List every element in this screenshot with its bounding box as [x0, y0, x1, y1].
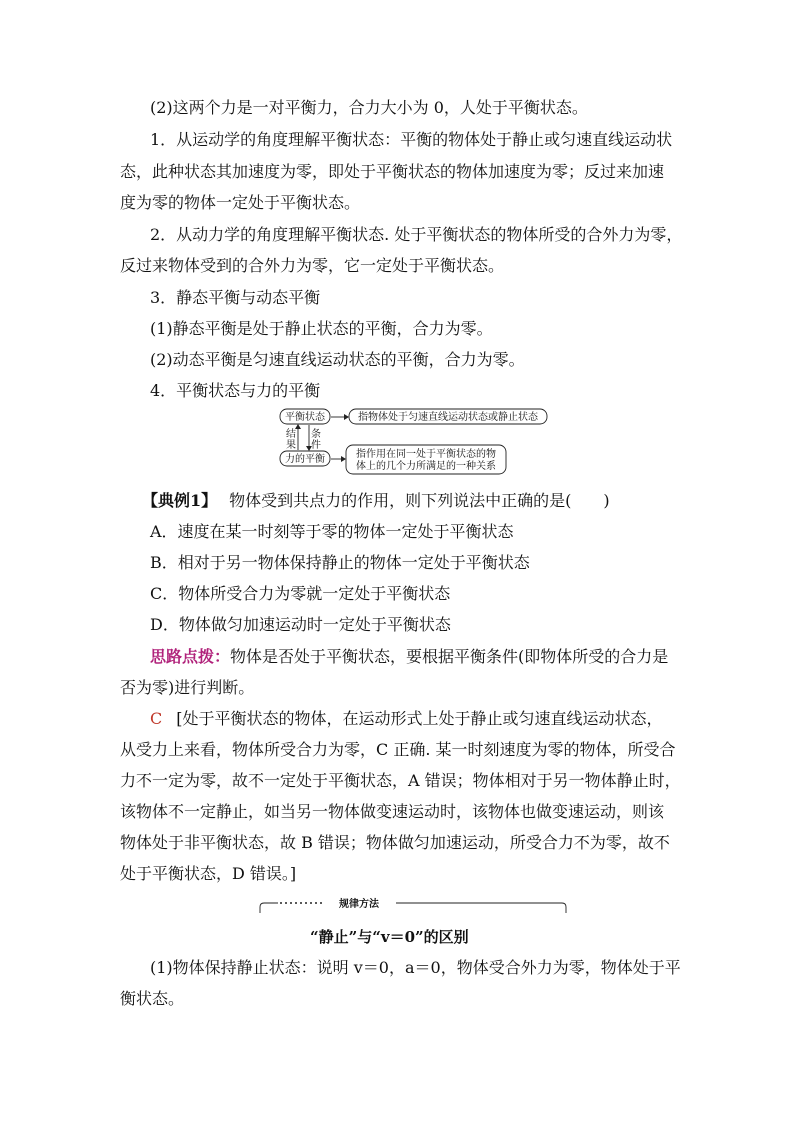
- explanation-5: 物体处于非平衡状态，故 B 错误；物体做匀加速运动，所受合力不为零，故不: [120, 833, 670, 852]
- hint-line-2: 否为零)进行判断。: [120, 678, 255, 697]
- balance-diagram: [278, 403, 568, 475]
- state-desc: 指物体处于匀速直线运动状态或静止状态: [358, 412, 538, 423]
- hint-line: [150, 647, 668, 667]
- option-b: B．相对于另一物体保持静止的物体一定处于平衡状态: [150, 553, 530, 572]
- para-line: (2)这两个力是一对平衡力，合力大小为 0，人处于平衡状态。: [150, 98, 588, 117]
- para-line: (2)动态平衡是匀速直线运动状态的平衡，合力为零。: [150, 350, 525, 369]
- force-label: 力的平衡: [285, 454, 325, 465]
- result-char-2: 果: [286, 440, 296, 451]
- para-line: 度为零的物体一定处于平衡状态。: [120, 193, 361, 212]
- explanation-6: 处于平衡状态，D 错误。]: [120, 864, 297, 883]
- explanation-3: 力不一定为零，故不一定处于平衡状态，A 错误；物体相对于另一物体静止时，: [120, 771, 681, 790]
- hint-text: 物体是否处于平衡状态，要根据平衡条件(即物体所受的合力是: [230, 647, 669, 666]
- force-desc-line-1: 指作用在同一处于平衡状态的物: [356, 449, 496, 460]
- force-desc-line-2: 体上的几个力所满足的一种关系: [356, 461, 496, 472]
- result-char-1: 结: [286, 429, 296, 440]
- method-banner-label: 规律方法: [339, 899, 379, 910]
- option-c: C．物体所受合力为零就一定处于平衡状态: [150, 584, 451, 603]
- hint-label: 思路点拨：: [150, 647, 231, 666]
- explanation-4: 该物体不一定静止，如当另一物体做变速运动时，该物体也做变速运动，则该: [120, 802, 665, 821]
- answer-line: [150, 709, 663, 729]
- example-heading: [142, 491, 610, 511]
- para-line: 3．静态平衡与动态平衡: [150, 288, 321, 307]
- answer-letter: C: [150, 709, 163, 728]
- method-para-1: (1)物体保持静止状态：说明 v＝0，a＝0，物体受合外力为零，物体处于平: [150, 958, 681, 977]
- para-line: (1)静态平衡是处于静止状态的平衡，合力为零。: [150, 319, 493, 338]
- option-a: A．速度在某一时刻等于零的物体一定处于平衡状态: [150, 522, 514, 541]
- para-line: 态，此种状态其加速度为零，即处于平衡状态的物体加速度为零；反过来加速: [120, 162, 665, 181]
- example-tag: 【典例1】: [142, 491, 218, 510]
- explanation-1: [处于平衡状态的物体，在运动形式上处于静止或匀速直线运动状态，: [176, 709, 663, 728]
- explanation-2: 从受力上来看，物体所受合力为零，C 正确. 某一时刻速度为零的物体，所受合: [120, 740, 676, 759]
- example-question: 物体受到共点力的作用，则下列说法中正确的是( ): [229, 491, 610, 510]
- para-line: 2．从动力学的角度理解平衡状态. 处于平衡状态的物体所受的合外力为零，: [150, 225, 683, 244]
- para-line: 4．平衡状态与力的平衡: [150, 381, 321, 400]
- method-title: “静止”与“v＝0”的区别: [310, 928, 469, 946]
- para-line: 反过来物体受到的合外力为零，它一定处于平衡状态。: [120, 256, 505, 275]
- para-line: 1．从运动学的角度理解平衡状态：平衡的物体处于静止或匀速直线运动状: [150, 130, 673, 149]
- method-banner: [258, 897, 568, 917]
- option-d: D．物体做匀加速运动时一定处于平衡状态: [150, 615, 451, 634]
- condition-char-1: 条: [311, 429, 321, 440]
- condition-char-2: 件: [311, 440, 321, 451]
- state-label: 平衡状态: [285, 412, 325, 423]
- method-para-2: 衡状态。: [120, 989, 185, 1008]
